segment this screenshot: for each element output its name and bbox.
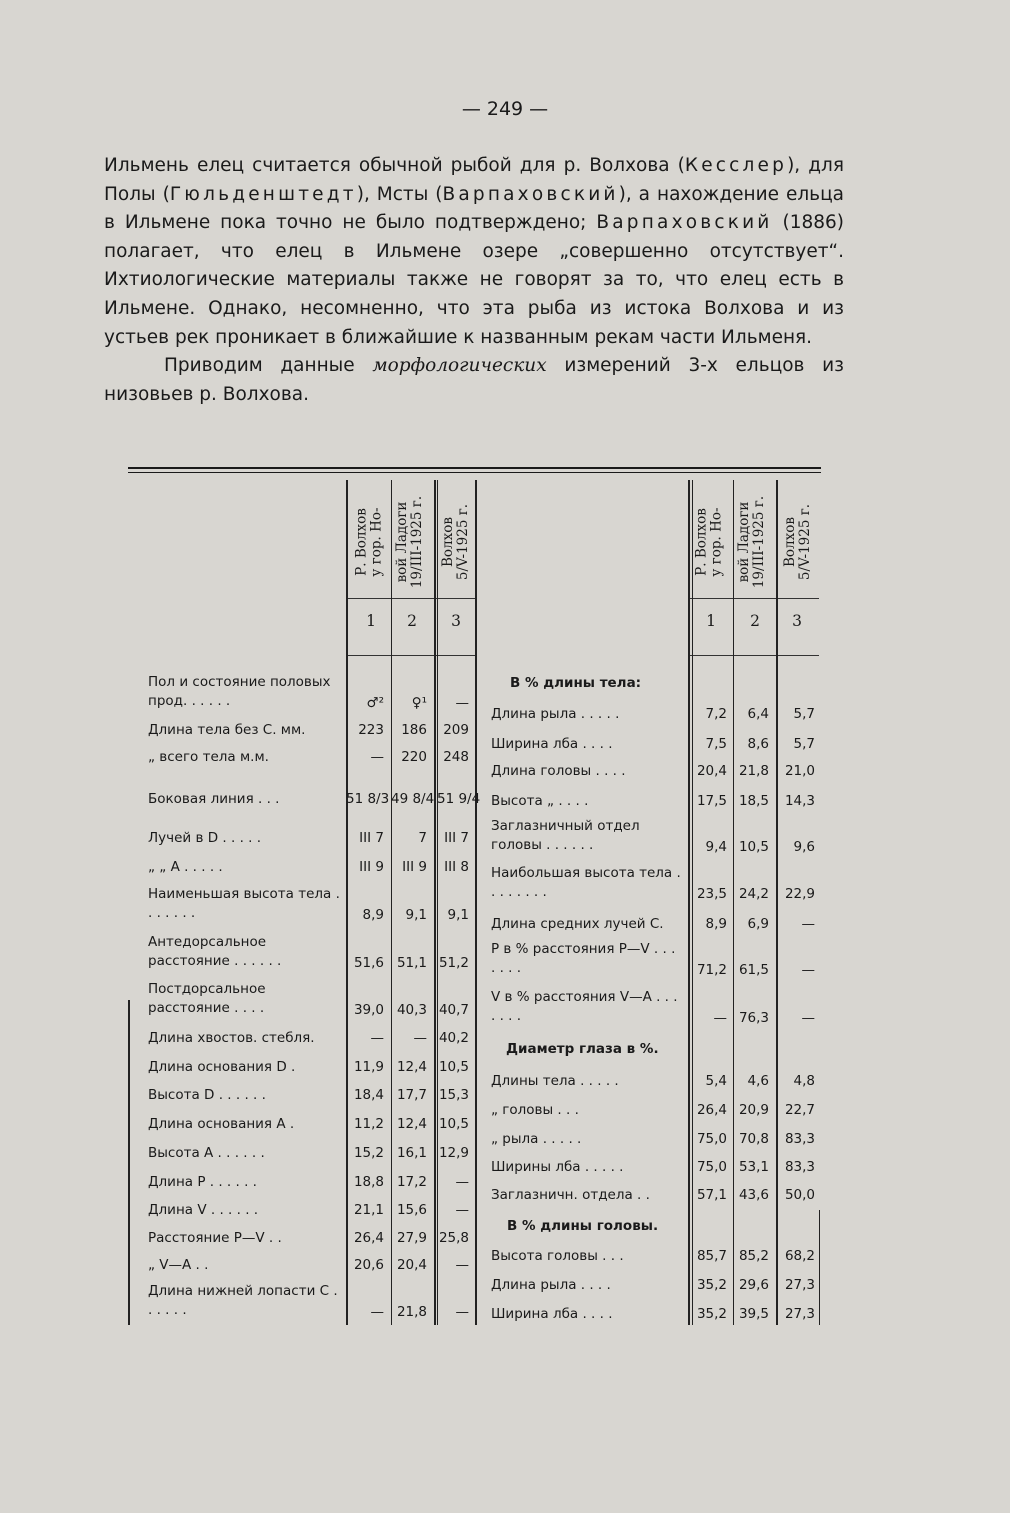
- row-label: V в % расстояния V—A . . . . . . .: [491, 989, 678, 1024]
- column-separator: [391, 480, 392, 1325]
- cell-value: 20,6: [353, 1257, 384, 1273]
- table-right-border: [819, 1210, 820, 1325]
- row-label: Наибольшая высота тела . . . . . . . .: [491, 865, 681, 900]
- cell-value: —: [455, 695, 469, 711]
- cell-value: 22,7: [784, 1102, 815, 1118]
- cell-value: 8,9: [705, 916, 727, 932]
- text: Приводим данные: [164, 355, 373, 377]
- cell-value: 4,8: [793, 1073, 815, 1089]
- col-number: 1: [706, 612, 716, 630]
- cell-value: 10,5: [438, 1059, 469, 1075]
- header-text: вой Ладоги 19/III-1925 г.: [736, 495, 767, 588]
- page-number: — 249 —: [461, 98, 549, 120]
- cell-value: —: [801, 916, 815, 932]
- cell-value: 61,5: [738, 962, 769, 978]
- cell-value: 20,9: [738, 1102, 769, 1118]
- cell-value: 71,2: [696, 962, 727, 978]
- cell-value: 6,9: [747, 916, 769, 932]
- cell-value: 53,1: [738, 1159, 769, 1175]
- cell-value: 5,7: [793, 706, 815, 722]
- col-header-2-right: [732, 484, 772, 599]
- cell-value: 186: [401, 722, 427, 738]
- row-label: Длина рыла . . . .: [491, 1277, 611, 1293]
- cell-value: 39,5: [738, 1306, 769, 1322]
- cell-value: 39,0: [353, 1002, 384, 1018]
- cell-value: —: [801, 962, 815, 978]
- cell-value: 17,5: [696, 793, 727, 809]
- cell-value: —: [455, 1257, 469, 1273]
- text: (1886) полагает, что елец в Ильмене озере „совершенно отсутствует“. Ихтиологические материалы также не говорят за то, что елец есть в Ильмене. Однако, несомненно, что эта рыба из истока Волхова и из устьев рек проникает в ближайшие к названным рекам части Ильменя.: [104, 212, 844, 348]
- text: Ильмень елец считается обычной рыбой для р. Волхова (: [104, 155, 685, 176]
- cell-value: 15,3: [438, 1087, 469, 1103]
- cell-value: 83,3: [784, 1159, 815, 1175]
- cell-value: 9,1: [405, 907, 427, 923]
- row-label: „ головы . . .: [491, 1102, 579, 1118]
- table-top-rule: [128, 467, 821, 469]
- cell-value: 68,2: [784, 1248, 815, 1264]
- cell-value: 12,4: [396, 1116, 427, 1132]
- paragraph-1: [104, 152, 844, 352]
- header-text: Р. Волхов у гор. Но-: [694, 506, 725, 577]
- cell-value: 5,7: [793, 736, 815, 752]
- cell-value: 50,0: [784, 1187, 815, 1203]
- author-gyldenshtedt: Гюльденштедт: [169, 183, 357, 205]
- cell-value: 51,2: [438, 955, 469, 971]
- cell-value: 26,4: [353, 1230, 384, 1246]
- cell-value: 20,4: [696, 763, 727, 779]
- cell-value: 7,2: [705, 706, 727, 722]
- row-label: „ всего тела м.м.: [148, 749, 269, 765]
- text: измерений 3-х ельцов из низовьев р. Волхова.: [104, 355, 844, 405]
- text: ), для Полы (: [104, 155, 844, 205]
- cell-value: 8,6: [747, 736, 769, 752]
- col-header-3: [436, 484, 476, 599]
- cell-value: 57,1: [696, 1187, 727, 1203]
- row-label: Длины тела . . . . .: [491, 1073, 619, 1089]
- cell-value: 75,0: [696, 1131, 727, 1147]
- row-label: Пол и состояние половых прод. . . . . .: [148, 674, 331, 709]
- cell-value: 9,6: [793, 839, 815, 855]
- section-heading: Диаметр глаза в %.: [506, 1041, 659, 1057]
- cell-value: 11,2: [353, 1116, 384, 1132]
- cell-value: 40,3: [396, 1002, 427, 1018]
- row-label: Длина нижней лопасти C . . . . . .: [148, 1283, 338, 1318]
- cell-value: —: [801, 1010, 815, 1026]
- column-separator: [346, 480, 348, 1325]
- cell-value: 10,5: [738, 839, 769, 855]
- cell-value: —: [370, 749, 384, 765]
- cell-value: —: [455, 1174, 469, 1190]
- row-label: Постдорсальное расстояние . . . .: [148, 981, 266, 1016]
- row-label: Длина средних лучей С.: [491, 916, 664, 932]
- row-label: Ширина лба . . . .: [491, 1306, 613, 1322]
- header-divider: [346, 655, 475, 656]
- header-text: Волхов 5/V-1925 г.: [440, 503, 472, 580]
- col-number: 2: [407, 612, 417, 630]
- row-label: „ „ A . . . . .: [148, 859, 223, 875]
- cell-value: III 9: [402, 859, 427, 875]
- cell-value: 16,1: [396, 1145, 427, 1161]
- cell-value: 75,0: [696, 1159, 727, 1175]
- cell-value: 21,8: [396, 1304, 427, 1320]
- cell-value: 25,8: [438, 1230, 469, 1246]
- cell-value: 51,6: [353, 955, 384, 971]
- cell-value: 12,4: [396, 1059, 427, 1075]
- cell-value: ♀¹: [411, 695, 427, 711]
- cell-value: 76,3: [738, 1010, 769, 1026]
- cell-value: 24,2: [738, 886, 769, 902]
- cell-value: 51 9/4: [437, 791, 481, 807]
- cell-value: —: [455, 1202, 469, 1218]
- text: ), Мсты (: [356, 183, 443, 205]
- row-label: Заглазничный отдел головы . . . . . .: [491, 818, 640, 853]
- cell-value: 21,1: [353, 1202, 384, 1218]
- cell-value: 27,3: [784, 1306, 815, 1322]
- cell-value: 7: [418, 830, 427, 846]
- row-label: Длина основания A .: [148, 1116, 295, 1132]
- cell-value: 49 8/4: [391, 791, 435, 807]
- row-label: Высота „ . . . .: [491, 793, 589, 809]
- row-label: Длина основания D .: [148, 1059, 296, 1075]
- row-label: Ширины лба . . . . .: [491, 1159, 624, 1175]
- row-label: Длина V . . . . . .: [148, 1202, 259, 1218]
- column-separator: [434, 480, 436, 1325]
- cell-value: 9,1: [447, 907, 469, 923]
- cell-value: 29,6: [738, 1277, 769, 1293]
- cell-value: 14,3: [784, 793, 815, 809]
- cell-value: III 9: [359, 859, 384, 875]
- italic-word: морфологических: [372, 355, 547, 377]
- header-divider: [346, 598, 475, 599]
- cell-value: 220: [401, 749, 427, 765]
- header-text: вой Ладоги 19/III-1925 г.: [394, 495, 425, 588]
- row-label: Длина головы . . . .: [491, 763, 626, 779]
- author-varpakhovsky: Варпаховский: [596, 212, 773, 234]
- cell-value: —: [413, 1030, 427, 1046]
- cell-value: 8,9: [362, 907, 384, 923]
- cell-value: 21,0: [784, 763, 815, 779]
- cell-value: 12,9: [438, 1145, 469, 1161]
- col-header-1: [350, 484, 390, 599]
- header-divider: [688, 655, 819, 656]
- row-label: Длина P . . . . . .: [148, 1174, 257, 1190]
- cell-value: ♂²: [366, 695, 384, 711]
- col-number: 3: [792, 612, 802, 630]
- table-left-border: [128, 1000, 130, 1325]
- column-separator: [475, 480, 477, 1325]
- cell-value: 27,3: [784, 1277, 815, 1293]
- cell-value: III 7: [444, 830, 469, 846]
- row-label: „ V—A . .: [148, 1257, 209, 1273]
- cell-value: —: [370, 1030, 384, 1046]
- cell-value: 18,4: [353, 1087, 384, 1103]
- cell-value: —: [713, 1010, 727, 1026]
- row-label: Расстояние P—V . .: [148, 1230, 282, 1246]
- row-label: „ рыла . . . . .: [491, 1131, 582, 1147]
- paragraph-2: [104, 352, 844, 409]
- row-label: Ширина лба . . . .: [491, 736, 613, 752]
- cell-value: 4,6: [747, 1073, 769, 1089]
- cell-value: 18,5: [738, 793, 769, 809]
- cell-value: 15,2: [353, 1145, 384, 1161]
- col-number: 3: [451, 612, 461, 630]
- cell-value: 223: [358, 722, 384, 738]
- row-label: Боковая линия . . .: [148, 791, 280, 807]
- row-label: P в % расстояния P—V . . . . . . .: [491, 941, 676, 976]
- row-label: Длина тела без С. мм.: [148, 722, 306, 738]
- cell-value: 17,2: [396, 1174, 427, 1190]
- col-number: 1: [366, 612, 376, 630]
- cell-value: 7,5: [705, 736, 727, 752]
- col-header-2: [390, 484, 430, 599]
- cell-value: 35,2: [696, 1306, 727, 1322]
- row-label: Высота головы . . .: [491, 1248, 624, 1264]
- author-varpakhovsky: Варпаховский: [442, 183, 619, 205]
- cell-value: 20,4: [396, 1257, 427, 1273]
- row-label: Наименьшая высота тела . . . . . . .: [148, 886, 340, 921]
- cell-value: 10,5: [438, 1116, 469, 1132]
- cell-value: 209: [443, 722, 469, 738]
- header-text: Волхов 5/V-1925 г.: [782, 503, 814, 580]
- row-label: Заглазничн. отдела . .: [491, 1187, 650, 1203]
- row-label: Длина рыла . . . . .: [491, 706, 620, 722]
- cell-value: 26,4: [696, 1102, 727, 1118]
- row-label: Высота A . . . . . .: [148, 1145, 265, 1161]
- cell-value: 51,1: [396, 955, 427, 971]
- cell-value: 85,7: [696, 1248, 727, 1264]
- col-header-3-right: [778, 484, 818, 599]
- cell-value: 43,6: [738, 1187, 769, 1203]
- prose: [104, 152, 844, 409]
- cell-value: 248: [443, 749, 469, 765]
- row-label: Длина хвостов. стебля.: [148, 1030, 315, 1046]
- cell-value: 40,2: [438, 1030, 469, 1046]
- cell-value: 40,7: [438, 1002, 469, 1018]
- cell-value: 85,2: [738, 1248, 769, 1264]
- text: ), а нахождение ельца в Ильмене пока точно не было подтверждено;: [104, 183, 844, 234]
- row-label: Лучей в D . . . . .: [148, 830, 262, 846]
- author-kessler: Кесслер: [684, 155, 788, 176]
- table-top-rule-thin: [128, 472, 821, 473]
- cell-value: —: [455, 1304, 469, 1320]
- row-label: Антедорсальное расстояние . . . . . .: [148, 934, 282, 969]
- cell-value: 11,9: [353, 1059, 384, 1075]
- cell-value: III 8: [444, 859, 469, 875]
- cell-value: —: [370, 1304, 384, 1320]
- cell-value: 21,8: [738, 763, 769, 779]
- column-separator: [437, 480, 438, 1325]
- cell-value: 51 8/3: [346, 791, 390, 807]
- cell-value: 83,3: [784, 1131, 815, 1147]
- section-heading: В % длины тела:: [510, 675, 642, 691]
- col-number: 2: [750, 612, 760, 630]
- cell-value: 17,7: [396, 1087, 427, 1103]
- cell-value: 9,4: [705, 839, 727, 855]
- cell-value: 27,9: [396, 1230, 427, 1246]
- cell-value: 22,9: [784, 886, 815, 902]
- header-divider: [688, 598, 819, 599]
- col-header-1-right: [690, 484, 730, 599]
- header-text: Р. Волхов у гор. Но-: [354, 506, 385, 577]
- cell-value: 35,2: [696, 1277, 727, 1293]
- cell-value: 5,4: [705, 1073, 727, 1089]
- cell-value: 15,6: [396, 1202, 427, 1218]
- row-label: Высота D . . . . . .: [148, 1087, 266, 1103]
- cell-value: 6,4: [747, 706, 769, 722]
- cell-value: III 7: [359, 830, 384, 846]
- cell-value: 18,8: [353, 1174, 384, 1190]
- cell-value: 70,8: [738, 1131, 769, 1147]
- section-heading: В % длины головы.: [507, 1218, 659, 1234]
- cell-value: 23,5: [696, 886, 727, 902]
